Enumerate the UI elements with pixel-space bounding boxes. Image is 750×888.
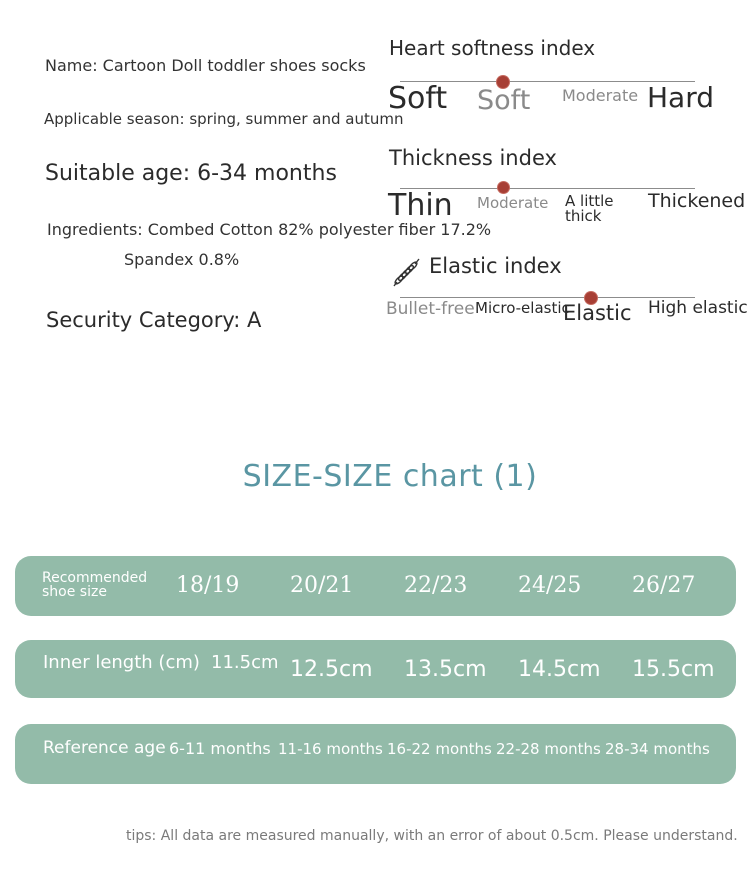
ingredients-line1: Ingredients: Combed Cotton 82% polyester fiber 17.2% <box>47 220 492 239</box>
elastic-title: Elastic index <box>429 254 562 278</box>
suitable-age: Suitable age: 6-34 months <box>45 161 337 186</box>
tips-note: tips: All data are measured manually, with an error of about 0.5cm. Please understand. <box>126 828 738 844</box>
thickness-label-little-thick: A little thick <box>565 192 614 225</box>
shoe-size-5: 26/27 <box>632 573 696 598</box>
shoe-size-3: 22/23 <box>404 573 468 598</box>
elastic-label-high: High elastic <box>648 298 748 318</box>
shoe-size-row <box>15 556 736 616</box>
security-category: Security Category: A <box>46 308 262 332</box>
thickness-label-thickened: Thickened <box>648 190 746 212</box>
inner-length-row <box>15 640 736 698</box>
reference-age-4: 22-28 months <box>496 740 601 758</box>
applicable-season: Applicable season: spring, summer and autumn <box>44 110 404 128</box>
elastic-label-micro: Micro-elastic <box>475 299 570 317</box>
inner-length-2: 12.5cm <box>290 657 373 682</box>
reference-age-row <box>15 724 736 784</box>
shoe-size-1: 18/19 <box>176 573 240 598</box>
ingredients-line2: Spandex 0.8% <box>124 250 240 269</box>
reference-age-1: 6-11 months <box>169 739 271 758</box>
product-name: Name: Cartoon Doll toddler shoes socks <box>45 56 366 75</box>
inner-length-label: Inner length (cm) <box>43 652 200 673</box>
softness-label-soft: Soft <box>388 81 448 116</box>
reference-age-label: Reference age <box>43 738 166 758</box>
inner-length-4: 14.5cm <box>518 657 601 682</box>
softness-label-hard: Hard <box>647 81 715 114</box>
softness-title: Heart softness index <box>389 36 596 60</box>
shoe-size-label-2: shoe size <box>42 584 107 600</box>
reference-age-5: 28-34 months <box>605 740 710 758</box>
elastic-label-elastic: Elastic <box>563 301 632 325</box>
inner-length-1: 11.5cm <box>211 652 279 673</box>
elastic-label-bullet-free: Bullet-free <box>386 299 475 319</box>
inner-length-5: 15.5cm <box>632 657 715 682</box>
reference-age-3: 16-22 months <box>387 740 492 758</box>
shoe-size-4: 24/25 <box>518 573 582 598</box>
thickness-label-moderate: Moderate <box>477 194 549 212</box>
size-chart-title: SIZE-SIZE chart (1) <box>242 459 538 494</box>
shoe-size-2: 20/21 <box>290 573 354 598</box>
softness-label-soft-2: Soft <box>477 85 531 116</box>
thickness-marker <box>498 182 509 193</box>
thickness-title: Thickness index <box>389 146 557 170</box>
spring-icon <box>392 256 424 288</box>
reference-age-2: 11-16 months <box>278 740 383 758</box>
thickness-label-thin: Thin <box>388 188 453 223</box>
shoe-size-label-1: Recommended <box>42 570 148 586</box>
inner-length-3: 13.5cm <box>404 657 487 682</box>
softness-label-moderate: Moderate <box>562 86 639 105</box>
